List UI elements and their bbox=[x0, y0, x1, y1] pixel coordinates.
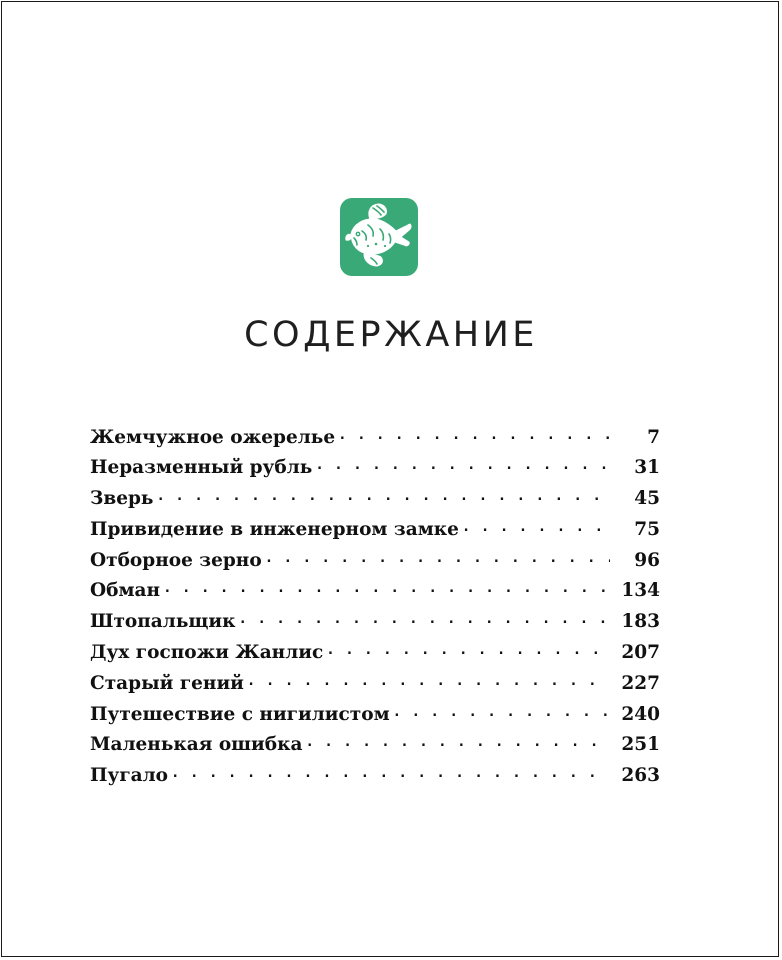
toc-entry-title: Старый гений bbox=[90, 672, 244, 694]
dot-leader bbox=[315, 455, 610, 474]
toc-entry[interactable] bbox=[90, 455, 660, 486]
dot-leader bbox=[305, 732, 610, 751]
publisher-logo bbox=[340, 198, 418, 276]
book-page bbox=[1, 1, 779, 957]
toc-entry[interactable] bbox=[90, 516, 660, 547]
toc-entry-title: Обман bbox=[90, 580, 161, 602]
toc-entry-page: 7 bbox=[647, 426, 660, 448]
dot-leader bbox=[326, 640, 610, 659]
toc-entry[interactable] bbox=[90, 640, 660, 671]
toc-entry-page: 75 bbox=[634, 518, 660, 540]
dot-leader bbox=[156, 486, 610, 505]
toc-entry-page: 263 bbox=[621, 765, 660, 787]
toc-entry[interactable] bbox=[90, 547, 660, 578]
toc-entry-title: Неразменный рубль bbox=[90, 457, 313, 479]
toc-entry[interactable] bbox=[90, 732, 660, 763]
dot-leader bbox=[163, 578, 610, 597]
fish-icon bbox=[340, 198, 418, 276]
toc-entry-page: 207 bbox=[621, 642, 660, 664]
toc-entry-page: 134 bbox=[621, 580, 660, 602]
toc-entry-title: Зверь bbox=[90, 488, 154, 510]
toc-entry[interactable] bbox=[90, 763, 660, 794]
toc-entry[interactable] bbox=[90, 701, 660, 732]
toc-entry-page: 227 bbox=[621, 672, 660, 694]
dot-leader bbox=[171, 763, 610, 782]
toc-entry-title: Путешествие с нигилистом bbox=[90, 703, 390, 725]
toc-entry-title: Пугало bbox=[90, 765, 169, 787]
toc-entry-page: 183 bbox=[621, 611, 660, 633]
toc-entry-page: 45 bbox=[634, 488, 660, 510]
toc-entry[interactable] bbox=[90, 578, 660, 609]
toc-entry-title: Привидение в инженерном замке bbox=[90, 518, 459, 540]
dot-leader bbox=[247, 670, 610, 689]
dot-leader bbox=[393, 701, 610, 720]
toc-entry[interactable] bbox=[90, 424, 660, 455]
dot-leader bbox=[462, 516, 610, 535]
page-title: СОДЕРЖАНИЕ bbox=[244, 315, 538, 355]
toc-entry-title: Штопальщик bbox=[90, 611, 236, 633]
toc-entry-title: Отборное зерно bbox=[90, 549, 262, 571]
toc-entry-page: 240 bbox=[621, 703, 660, 725]
toc-entry[interactable] bbox=[90, 609, 660, 640]
toc-entry-title: Маленькая ошибка bbox=[90, 734, 303, 756]
toc-entry[interactable] bbox=[90, 486, 660, 517]
toc-entry-page: 96 bbox=[634, 549, 660, 571]
toc-entry-title: Жемчужное ожерелье bbox=[90, 426, 336, 448]
dot-leader bbox=[338, 424, 610, 443]
toc-entry-page: 251 bbox=[621, 734, 660, 756]
table-of-contents bbox=[90, 424, 660, 794]
dot-leader bbox=[239, 609, 611, 628]
toc-entry-page: 31 bbox=[634, 457, 660, 479]
toc-entry[interactable] bbox=[90, 670, 660, 701]
toc-entry-title: Дух госпожи Жанлис bbox=[90, 642, 324, 664]
dot-leader bbox=[265, 547, 610, 566]
